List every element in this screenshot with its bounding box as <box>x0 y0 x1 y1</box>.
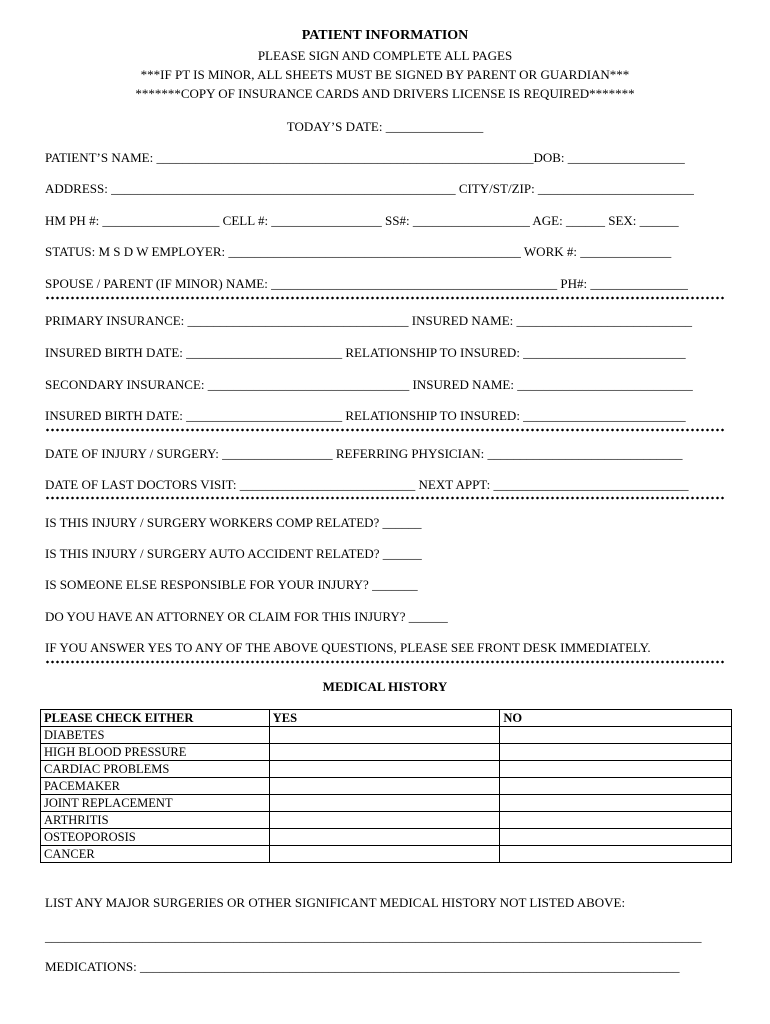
table-header-row <box>41 710 732 727</box>
dotted-divider <box>45 296 725 300</box>
todays-date-field[interactable]: TODAY’S DATE: _______________ <box>286 119 484 134</box>
column-header-condition: PLEASE CHECK EITHER <box>41 710 270 727</box>
no-checkbox-cell[interactable] <box>500 744 732 761</box>
yes-checkbox-cell[interactable] <box>269 727 500 744</box>
question-someone-responsible[interactable]: IS SOMEONE ELSE RESPONSIBLE FOR YOUR INJURY? _______ <box>45 577 418 592</box>
question-workers-comp[interactable]: IS THIS INJURY / SURGERY WORKERS COMP RELATED? ______ <box>45 515 422 530</box>
no-checkbox-cell[interactable] <box>500 846 732 863</box>
secondary-insured-birth-field[interactable]: INSURED BIRTH DATE: ________________________ RELATIONSHIP TO INSURED: _________________________ <box>45 408 686 423</box>
table-row <box>41 727 732 744</box>
primary-insured-birth-field[interactable]: INSURED BIRTH DATE: ________________________ RELATIONSHIP TO INSURED: _________________________ <box>45 345 686 360</box>
question-attorney[interactable]: DO YOU HAVE AN ATTORNEY OR CLAIM FOR THIS INJURY? ______ <box>45 609 448 624</box>
dotted-divider <box>45 496 725 500</box>
instruction-sign-pages: PLEASE SIGN AND COMPLETE ALL PAGES <box>257 48 513 63</box>
table-row <box>41 829 732 846</box>
table-row <box>41 744 732 761</box>
instruction-insurance-cards: *******COPY OF INSURANCE CARDS AND DRIVERS LICENSE IS REQUIRED******* <box>135 86 635 101</box>
spouse-parent-field[interactable]: SPOUSE / PARENT (IF MINOR) NAME: ____________________________________________ PH#: _______________ <box>45 276 688 291</box>
no-checkbox-cell[interactable] <box>500 778 732 795</box>
dotted-divider <box>45 428 725 432</box>
condition-label: CARDIAC PROBLEMS <box>41 761 270 778</box>
front-desk-notice: IF YOU ANSWER YES TO ANY OF THE ABOVE QUESTIONS, PLEASE SEE FRONT DESK IMMEDIATELY. <box>45 640 651 655</box>
medical-history-table <box>40 709 732 863</box>
dotted-divider <box>45 660 725 664</box>
yes-checkbox-cell[interactable] <box>269 778 500 795</box>
no-checkbox-cell[interactable] <box>500 761 732 778</box>
patient-name-dob-field[interactable]: PATIENT’S NAME: __________________________________________________________DOB: __________________ <box>45 150 685 165</box>
surgeries-input-line[interactable]: _____________________________________________________________________________________________________ <box>45 929 702 944</box>
table-row <box>41 846 732 863</box>
primary-insurance-field[interactable]: PRIMARY INSURANCE: __________________________________ INSURED NAME: ___________________________ <box>45 313 693 328</box>
condition-label: ARTHRITIS <box>41 812 270 829</box>
column-header-yes: YES <box>269 710 500 727</box>
column-header-no: NO <box>500 710 732 727</box>
no-checkbox-cell[interactable] <box>500 812 732 829</box>
yes-checkbox-cell[interactable] <box>269 812 500 829</box>
yes-checkbox-cell[interactable] <box>269 761 500 778</box>
table-row <box>41 761 732 778</box>
yes-checkbox-cell[interactable] <box>269 744 500 761</box>
condition-label: JOINT REPLACEMENT <box>41 795 270 812</box>
no-checkbox-cell[interactable] <box>500 795 732 812</box>
condition-label: PACEMAKER <box>41 778 270 795</box>
condition-label: CANCER <box>41 846 270 863</box>
secondary-insurance-field[interactable]: SECONDARY INSURANCE: _______________________________ INSURED NAME: ___________________________ <box>45 377 693 392</box>
yes-checkbox-cell[interactable] <box>269 846 500 863</box>
table-row <box>41 778 732 795</box>
condition-label: HIGH BLOOD PRESSURE <box>41 744 270 761</box>
question-auto-accident[interactable]: IS THIS INJURY / SURGERY AUTO ACCIDENT RELATED? ______ <box>45 546 422 561</box>
table-row <box>41 795 732 812</box>
condition-label: OSTEOPOROSIS <box>41 829 270 846</box>
yes-checkbox-cell[interactable] <box>269 829 500 846</box>
yes-checkbox-cell[interactable] <box>269 795 500 812</box>
last-doctor-visit-field[interactable]: DATE OF LAST DOCTORS VISIT: ___________________________ NEXT APPT: ______________________________ <box>45 477 689 492</box>
date-of-injury-field[interactable]: DATE OF INJURY / SURGERY: _________________ REFERRING PHYSICIAN: ______________________________ <box>45 446 683 461</box>
no-checkbox-cell[interactable] <box>500 727 732 744</box>
status-employer-field[interactable]: STATUS: M S D W EMPLOYER: _____________________________________________ WORK #: ______________ <box>45 244 672 259</box>
address-field[interactable]: ADDRESS: _____________________________________________________ CITY/ST/ZIP: ________________________ <box>45 181 694 196</box>
instruction-minor: ***IF PT IS MINOR, ALL SHEETS MUST BE SIGNED BY PARENT OR GUARDIAN*** <box>140 67 630 82</box>
no-checkbox-cell[interactable] <box>500 829 732 846</box>
table-row <box>41 812 732 829</box>
phones-field[interactable]: HM PH #: __________________ CELL #: _________________ SS#: __________________ AGE: ______ SEX: ______ <box>45 213 679 228</box>
surgeries-prompt: LIST ANY MAJOR SURGERIES OR OTHER SIGNIFICANT MEDICAL HISTORY NOT LISTED ABOVE: <box>45 895 626 910</box>
condition-label: DIABETES <box>41 727 270 744</box>
medical-history-title: MEDICAL HISTORY <box>322 679 448 694</box>
medications-field[interactable]: MEDICATIONS: ___________________________________________________________________________________ <box>45 959 680 974</box>
form-title: PATIENT INFORMATION <box>301 28 469 43</box>
